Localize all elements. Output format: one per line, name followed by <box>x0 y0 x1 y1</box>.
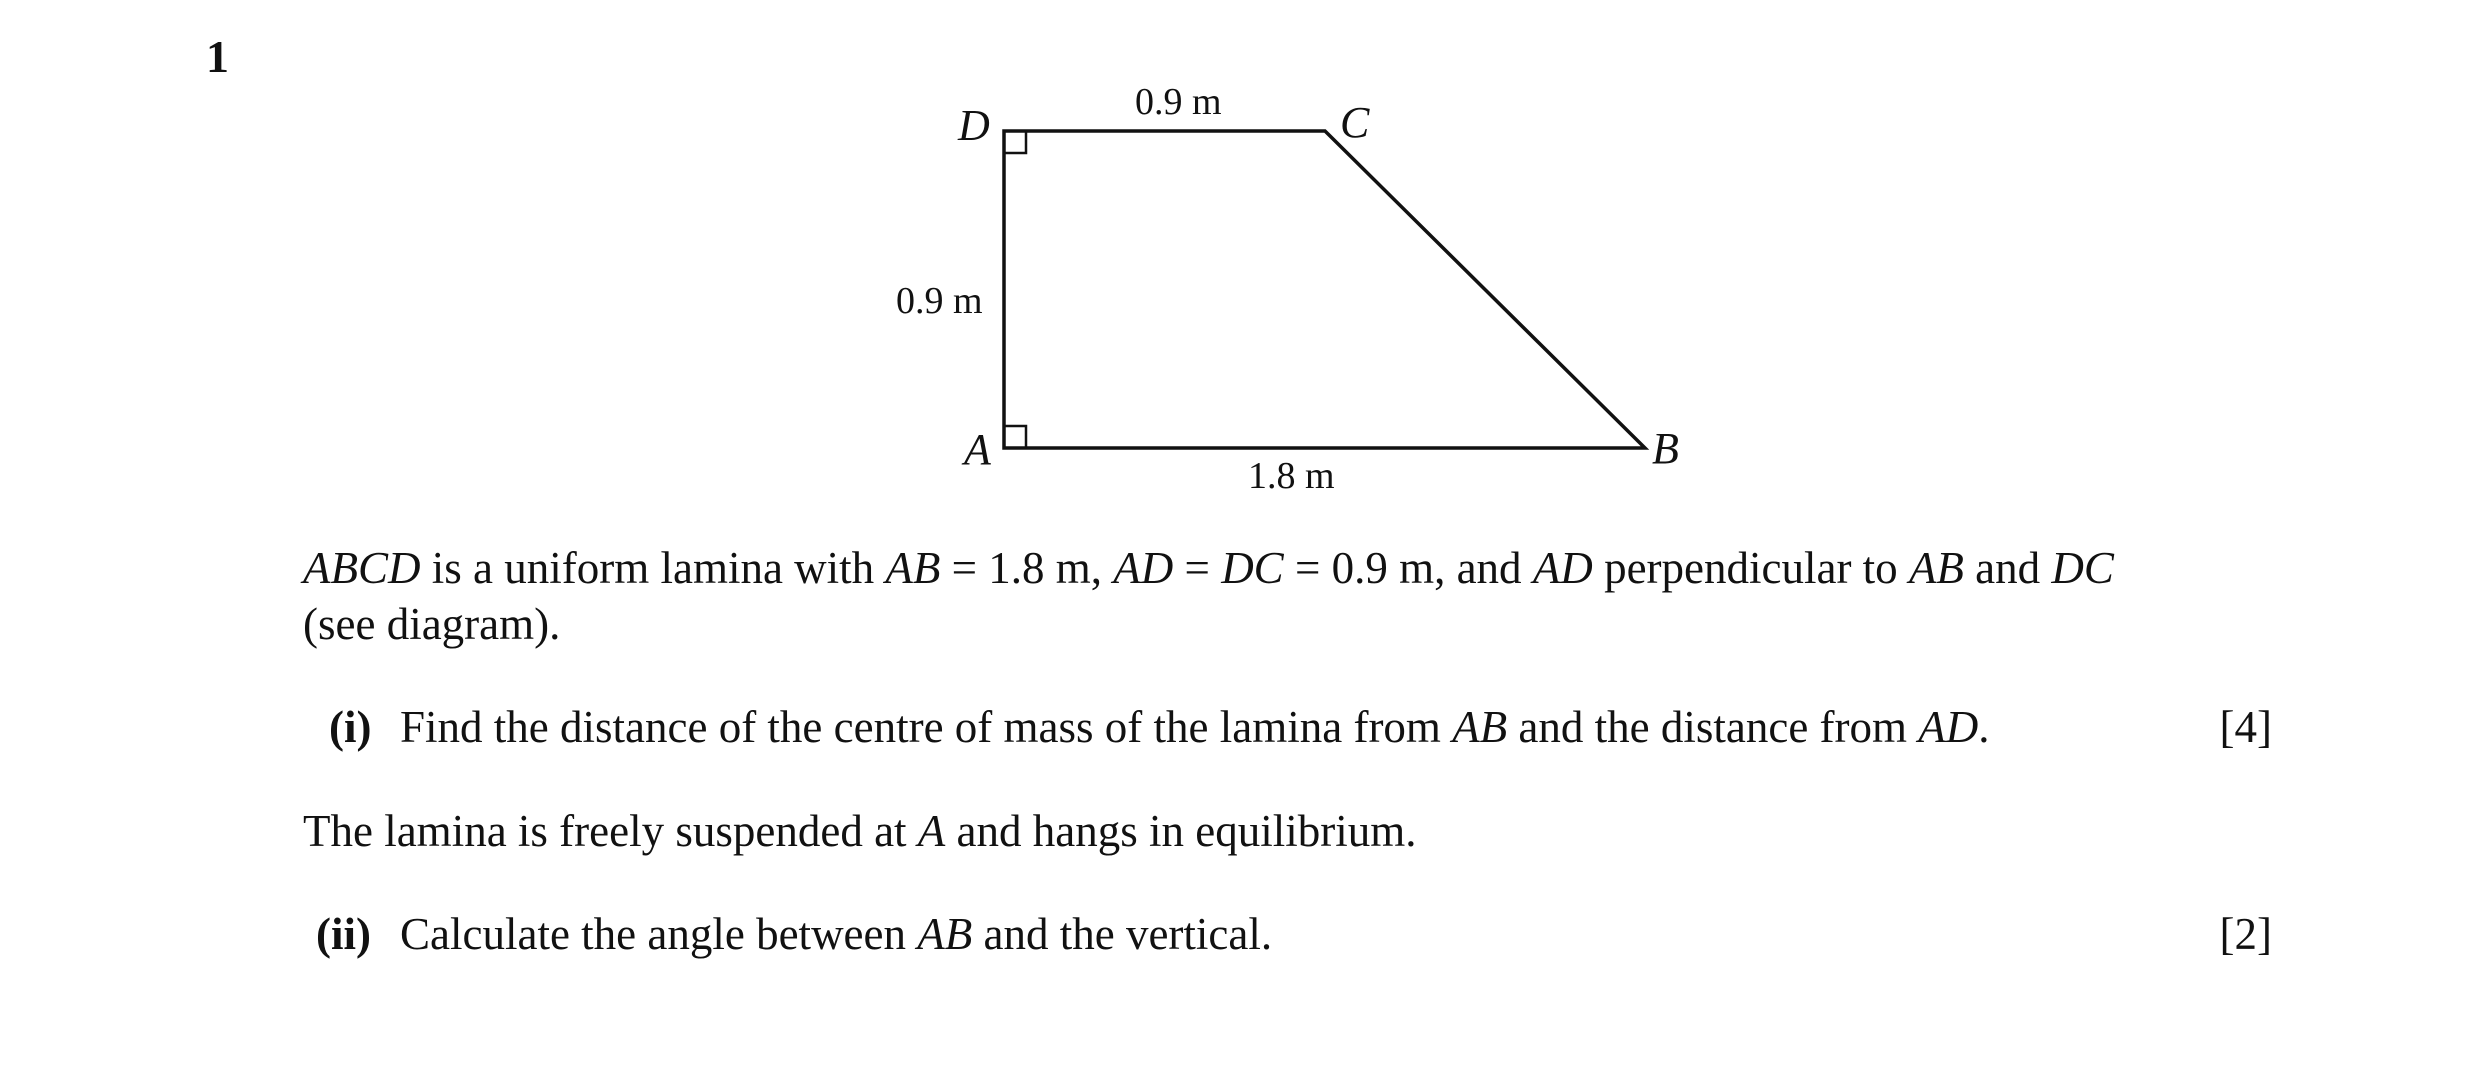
intro-text-6: = <box>1173 543 1222 593</box>
intro-text-8: = 0.9 m, and <box>1283 543 1533 593</box>
intro-text-12: and <box>1963 543 2052 593</box>
question-number: 1 <box>206 31 229 82</box>
part-i-text-5: . <box>1978 702 1990 752</box>
part-i-text-3: and the distance from <box>1507 702 1919 752</box>
middle-text-3: and hangs in equilibrium. <box>945 806 1417 856</box>
lamina-outline <box>1004 131 1645 448</box>
middle-text-2: A <box>917 806 946 856</box>
part-i-text-2: AB <box>1452 702 1508 752</box>
point-label-a: A <box>964 425 991 474</box>
intro-text-1: ABCD <box>303 543 421 593</box>
part-i-text-1: Find the distance of the centre of mass of the lamina from <box>400 702 1453 752</box>
intro-text-11: AB <box>1908 543 1964 593</box>
length-label-dc: 0.9 m <box>1135 81 1222 123</box>
intro-text-10: perpendicular to <box>1592 543 1909 593</box>
part-i-marks: [4] <box>2219 702 2272 752</box>
intro-line-2: (see diagram). <box>303 599 561 649</box>
intro-paragraph <box>303 540 2303 652</box>
trapezium-diagram <box>0 0 2480 540</box>
length-label-ad: 0.9 m <box>896 280 983 322</box>
point-label-c: C <box>1340 98 1370 147</box>
intro-text-9: AD <box>1532 543 1593 593</box>
part-ii-text-2: AB <box>917 909 973 959</box>
part-i-label: (i) <box>329 702 372 752</box>
part-i-text-4: AD <box>1918 702 1979 752</box>
point-label-d: D <box>958 101 990 150</box>
right-angle-marker-a <box>1004 426 1026 448</box>
middle-paragraph <box>303 803 2303 859</box>
intro-text-4: = 1.8 m, <box>940 543 1114 593</box>
part-i-text <box>400 699 1990 755</box>
part-ii-label: (ii) <box>316 909 371 959</box>
right-angle-marker-d <box>1004 131 1026 153</box>
part-ii-marks: [2] <box>2219 909 2272 959</box>
middle-text-1: The lamina is freely suspended at <box>303 806 918 856</box>
part-ii-text <box>400 906 1272 962</box>
point-label-b: B <box>1652 424 1679 473</box>
intro-text-13: DC <box>2051 543 2114 593</box>
intro-text-5: AD <box>1113 543 1174 593</box>
length-label-ab: 1.8 m <box>1248 455 1335 497</box>
part-ii-text-3: and the vertical. <box>972 909 1273 959</box>
intro-text-7: DC <box>1221 543 1284 593</box>
intro-text-3: AB <box>885 543 941 593</box>
part-ii-text-1: Calculate the angle between <box>400 909 918 959</box>
intro-text-2: is a uniform lamina with <box>420 543 886 593</box>
